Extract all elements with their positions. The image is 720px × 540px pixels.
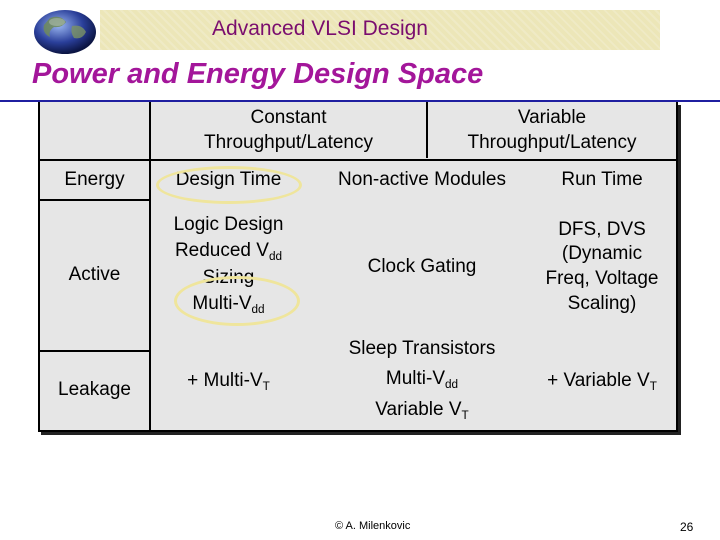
- table-border-bottom: [38, 430, 678, 432]
- active-run-time: [528, 202, 676, 332]
- reduced-vdd-text: [175, 238, 282, 265]
- row-label-active: Active: [68, 263, 121, 285]
- multi-vdd-base: Multi-V: [192, 293, 252, 315]
- header-variable-line: Throughput/Latency: [467, 132, 637, 153]
- variable-vt-sub: T: [461, 409, 469, 423]
- reduced-vdd-base: Reduced V: [174, 239, 269, 261]
- leakage-variable-vt-sub: T: [649, 380, 657, 394]
- run-time-line: DFS, DVS: [558, 218, 646, 240]
- multi-vdd-sub: dd: [251, 303, 265, 317]
- header-constant-line: Throughput/Latency: [203, 132, 373, 153]
- header-constant-throughput: [151, 104, 426, 158]
- reduced-vdd-sub: dd: [268, 249, 283, 263]
- header-variable-throughput: [428, 104, 676, 158]
- leakage-multi-vdd-sub: dd: [445, 378, 459, 392]
- leakage-multi-vt-sub: T: [262, 380, 270, 394]
- page-number: 26: [680, 520, 694, 534]
- header-constant-line: Constant: [250, 107, 327, 129]
- leakage-non-active: [306, 332, 538, 428]
- col-non-active-modules: Non-active Modules: [338, 168, 506, 190]
- run-time-line: Scaling): [567, 292, 637, 314]
- leakage-multi-vdd-base: Multi-V: [385, 368, 445, 390]
- leakage-run-time: [528, 352, 676, 412]
- col-design-time: Design Time: [175, 168, 282, 190]
- logic-design-text: Logic Design: [173, 213, 284, 235]
- table-border-right: [676, 102, 678, 432]
- table-row-divider: [38, 159, 678, 161]
- footer-credit: © A. Milenkovic: [335, 520, 411, 532]
- col-run-time: Run Time: [561, 168, 643, 190]
- sizing-highlight-ellipse: [174, 276, 300, 326]
- variable-vt-text: [375, 395, 468, 426]
- row-label-energy: Energy: [64, 168, 125, 190]
- leakage-variable-vt-base: + Variable V: [547, 370, 650, 392]
- table-row-divider: [38, 199, 149, 201]
- sleep-transistors-text: Sleep Transistors: [348, 337, 496, 359]
- header-variable-line: Variable: [517, 107, 587, 129]
- run-time-line: Freq, Voltage: [545, 268, 659, 289]
- course-title: Advanced VLSI Design: [212, 17, 428, 40]
- design-space-table: [38, 102, 678, 432]
- globe-icon: [30, 6, 100, 56]
- run-time-line: (Dynamic: [561, 243, 643, 265]
- leakage-multi-vt-base: + Multi-V: [187, 370, 263, 392]
- leakage-multi-vdd-text: [386, 364, 458, 395]
- sizing-text: Sizing: [202, 267, 255, 288]
- leakage-design-time: [151, 352, 306, 412]
- variable-vt-base: Variable V: [375, 399, 462, 421]
- active-non-active: Clock Gating: [367, 255, 477, 277]
- slide-title: Power and Energy Design Space: [32, 58, 484, 90]
- row-label-leakage: Leakage: [58, 378, 131, 400]
- design-time-highlight-ellipse: [156, 166, 302, 204]
